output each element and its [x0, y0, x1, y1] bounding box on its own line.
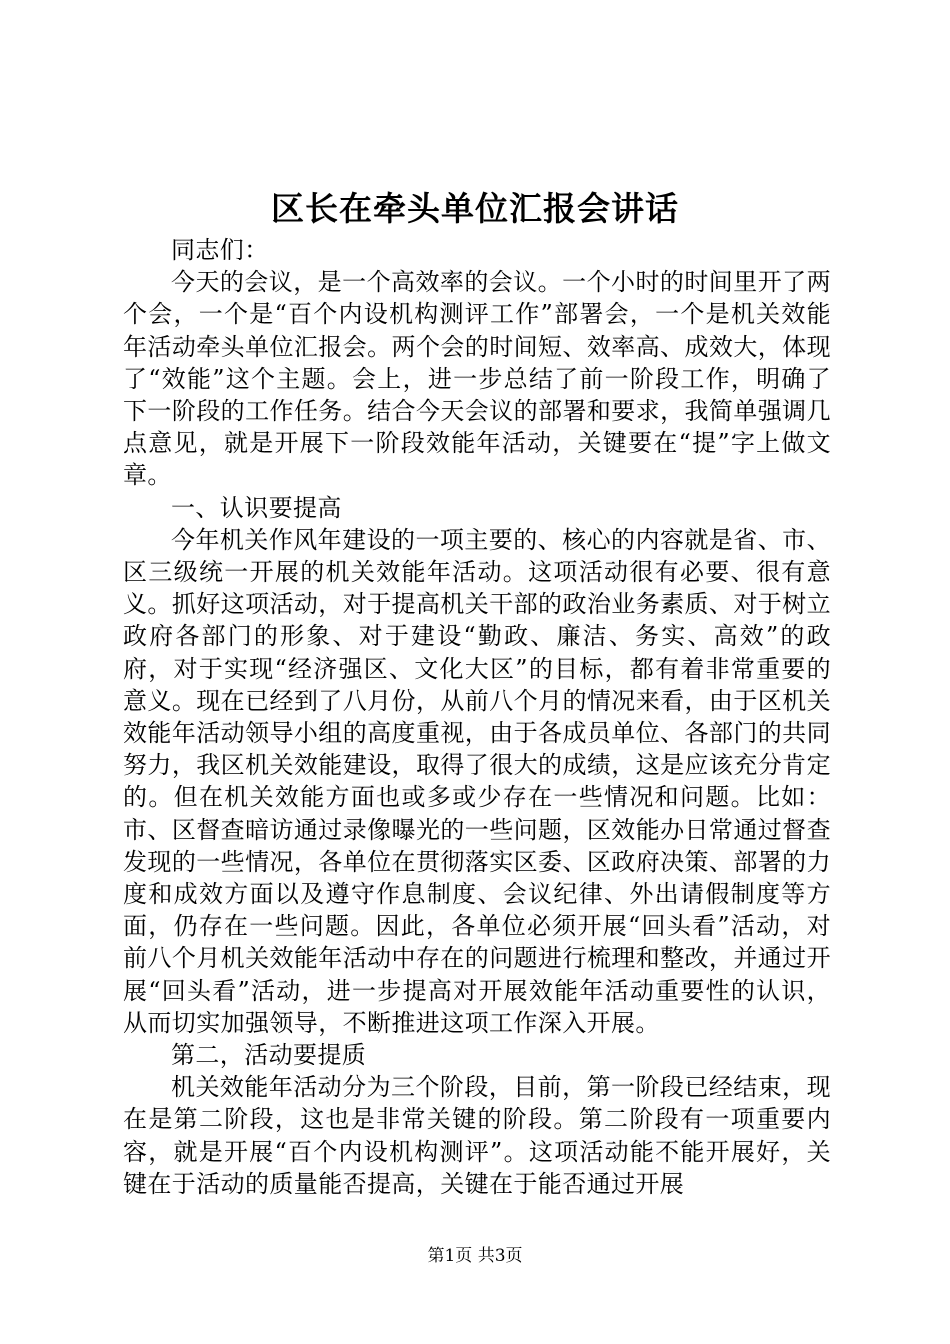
paragraph-section-1: 今年机关作风年建设的一项主要的、核心的内容就是省、市、区三级统一开展的机关效能年活动。这项活动很有必要、很有意义。抓好这项活动，对于提高机关干部的政治业务素质、对于树立政府各部门的形象、对于建设“勤政、廉洁、务实、高效”的政府，对于实现“经济强区、文化大区”的目标，都有着非常重要的意义。现在已经到了八月份，从前八个月的情况来看，由于区机关效能年活动领导小组的高度重视，由于各成员单位、各部门的共同努力，我区机关效能建设，取得了很大的成绩，这是应该充分肯定的。但在机关效能方面也或多或少存在一些情况和问题。比如：市、区督查暗访通过录像曝光的一些问题，区效能办日常通过督查发现的一些情况，各单位在贯彻落实区委、区政府决策、部署的力度和成效方面以及遵守作息制度、会议纪律、外出请假制度等方面，仍存在一些问题。因此，各单位必须开展“回头看”活动，对前八个月机关效能年活动中存在的问题进行梳理和整改，并通过开展“回头看”活动，进一步提高对开展效能年活动重要性的认识，从而切实加强领导，不断推进这项工作深入开展。: [123, 525, 831, 1037]
page-number-footer: 第1页 共3页: [427, 1246, 523, 1266]
document-title: 区长在牵头单位汇报会讲话: [271, 189, 679, 228]
section-heading-1: 一、认识要提高: [171, 493, 342, 522]
salutation: 同志们：: [171, 236, 269, 264]
document-body: [123, 234, 831, 1200]
paragraph-section-2: 机关效能年活动分为三个阶段，目前，第一阶段已经结束，现在是第二阶段，这也是非常关键的阶段。第二阶段有一项重要内容，就是开展“百个内设机构测评”。这项活动能不能开展好，关键在于活动的质量能否提高，关键在于能否通过开展: [123, 1073, 831, 1198]
section-heading-2: 第二，活动要提质: [171, 1041, 367, 1070]
paragraph-intro: 今天的会议，是一个高效率的会议。一个小时的时间里开了两个会，一个是“百个内设机构测评工作”部署会，一个是机关效能年活动牵头单位汇报会。两个会的时间短、效率高、成效大，体现了“效能”这个主题。会上，进一步总结了前一阶段工作，明确了下一阶段的工作任务。结合今天会议的部署和要求，我简单强调几点意见，就是开展下一阶段效能年活动，关键要在“提”字上做文章。: [123, 268, 831, 490]
